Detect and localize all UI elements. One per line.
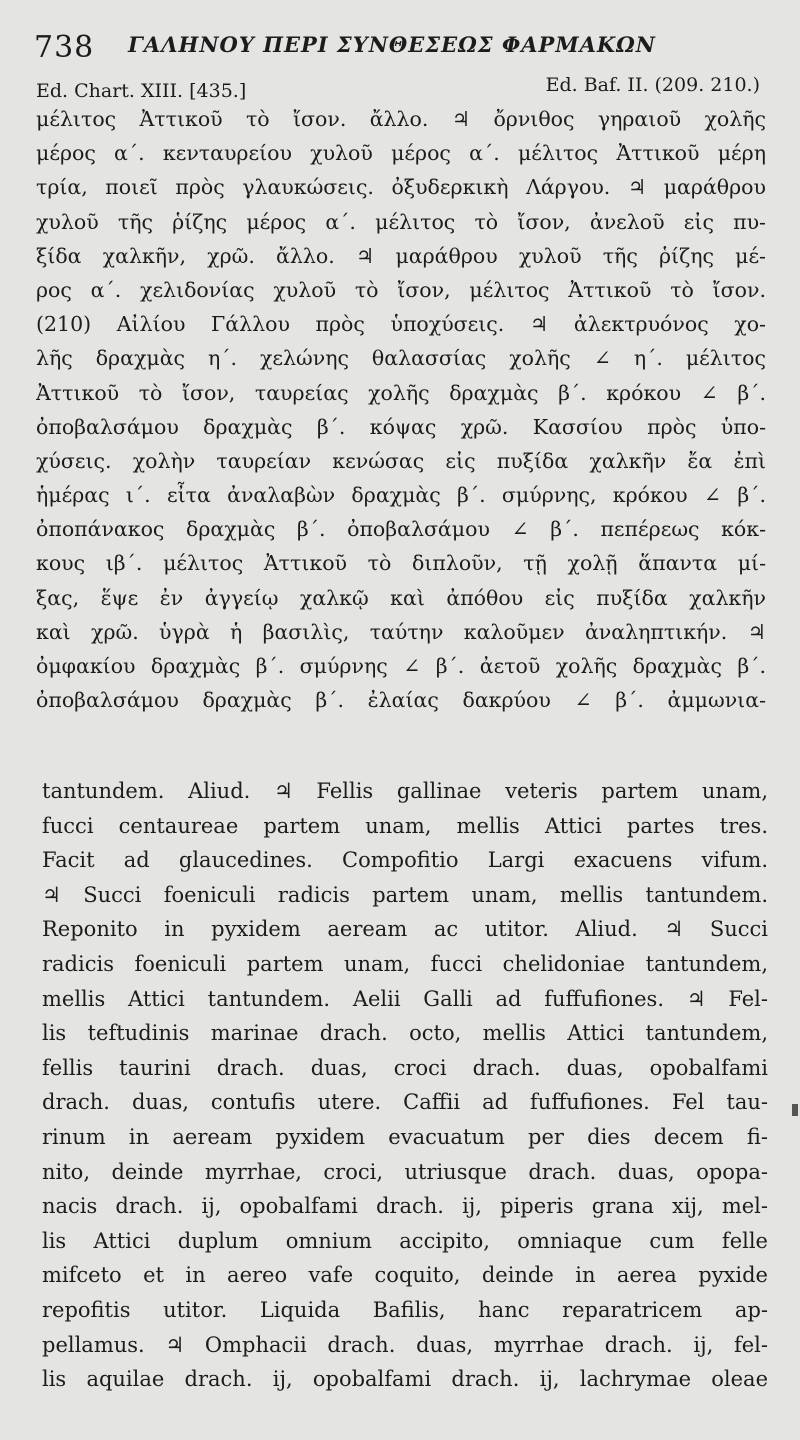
running-head: ΓΑΛΗΝΟΥ ΠΕΡΙ ΣΥΝΘΕΣΕΩΣ ΦΑΡΜΑΚΩΝ (128, 32, 656, 57)
latin-line: nacis drach. ij, opobalfami drach. ij, piperis grana xij, mel- (42, 1194, 768, 1219)
latin-line: ♃ Succi foeniculi radicis partem unam, mellis tantundem. (42, 882, 768, 907)
latin-line: repofitis utitor. Liquida Bafilis, hanc reparatricem ap- (42, 1297, 768, 1322)
greek-line: μέλιτος Ἀττικοῦ τὸ ἴσον. ἄλλο. ♃ ὄρνιθος γηραιοῦ χολῆς (36, 107, 766, 131)
latin-line: tantundem. Aliud. ♃ Fellis gallinae veteris partem unam, (42, 779, 768, 803)
margin-mark (792, 1104, 798, 1116)
greek-line: ξας, ἕψε ἐν ἀγγείῳ χαλκῷ καὶ ἀπόθου εἰς πυξίδα χαλκῆν (36, 585, 766, 610)
latin-line: lis teftudinis marinae drach. octo, mellis Attici tantundem, (42, 1021, 768, 1046)
greek-line: μέρος α΄. κενταυρείου χυλοῦ μέρος α΄. μέλιτος Ἀττικοῦ μέρη (36, 141, 766, 166)
latin-line: fucci centaureae partem unam, mellis Attici partes tres. (42, 813, 768, 838)
latin-line: lis Attici duplum omnium accipito, omniaque cum felle (42, 1228, 768, 1253)
latin-line: radicis foeniculi partem unam, fucci chelidoniae tantundem, (42, 951, 768, 976)
latin-text-block (42, 774, 768, 1397)
page-number: 738 (34, 30, 95, 65)
greek-line: ὀποβαλσάμου δραχμὰς β΄. ἐλαίας δακρύου ∠ β΄. ἀμμωνια- (36, 688, 766, 713)
greek-line: ὀποπάνακος δραχμὰς β΄. ὀποβαλσάμου ∠ β΄. πεπέρεως κόκ- (36, 517, 766, 542)
greek-text-block (36, 102, 766, 717)
greek-line: ὀμφακίου δραχμὰς β΄. σμύρνης ∠ β΄. ἀετοῦ χολῆς δραχμὰς β΄. (36, 654, 766, 678)
latin-line: mellis Attici tantundem. Aelii Galli ad fuffufiones. ♃ Fel- (42, 986, 768, 1011)
latin-line: fellis taurini drach. duas, croci drach. duas, opobalfami (42, 1055, 768, 1080)
greek-line: τρία, ποιεῖ πρὸς γλαυκώσεις. ὀξυδερκικὴ Λάργου. ♃ μαράθρου (36, 175, 766, 200)
latin-line: nito, deinde myrrhae, croci, utriusque drach. duas, opopa- (42, 1159, 768, 1184)
greek-line: Ἀττικοῦ τὸ ἴσον, ταυρείας χολῆς δραχμὰς β΄. κρόκου ∠ β΄. (36, 380, 766, 405)
edition-reference-left: Ed. Chart. XIII. [435.] (36, 80, 247, 102)
greek-line: ρος α΄. χελιδονίας χυλοῦ τὸ ἴσον, μέλιτος Ἀττικοῦ τὸ ἴσον. (36, 277, 766, 302)
latin-line: drach. duas, contufis utere. Caffii ad fuffufiones. Fel tau- (42, 1090, 768, 1115)
greek-line: κους ιβ΄. μέλιτος Ἀττικοῦ τὸ διπλοῦν, τῇ χολῇ ἅπαντα μί- (36, 551, 766, 576)
greek-line: ὀποβαλσάμου δραχμὰς β΄. κόψας χρῶ. Κασσίου πρὸς ὑπο- (36, 414, 766, 439)
greek-line: καὶ χρῶ. ὑγρὰ ἡ βασιλὶς, ταύτην καλοῦμεν ἀναληπτικήν. ♃ (36, 619, 766, 644)
latin-line: rinum in aeream pyxidem evacuatum per dies decem fi- (42, 1124, 768, 1149)
greek-line: χυλοῦ τῆς ῥίζης μέρος α΄. μέλιτος τὸ ἴσον, ἀνελοῦ εἰς πυ- (36, 209, 766, 234)
greek-line: ἡμέρας ι΄. εἶτα ἀναλαβὼν δραχμὰς β΄. σμύρνης, κρόκου ∠ β΄. (36, 483, 766, 508)
greek-line: (210) Αἰλίου Γάλλου πρὸς ὑποχύσεις. ♃ ἀλεκτρυόνος χο- (36, 312, 766, 337)
latin-line: Facit ad glaucedines. Compofitio Largi exacuens vifum. (42, 848, 768, 873)
latin-line: mifceto et in aereo vafe coquito, deinde in aerea pyxide (42, 1263, 768, 1288)
latin-line: pellamus. ♃ Omphacii drach. duas, myrrhae drach. ij, fel- (42, 1332, 768, 1357)
greek-line: χύσεις. χολὴν ταυρείαν κενώσας εἰς πυξίδα χαλκῆν ἔα ἐπὶ (36, 448, 766, 473)
latin-line: lis aquilae drach. ij, opobalfami drach. ij, lachrymae oleae (42, 1367, 768, 1392)
greek-line: ξίδα χαλκῆν, χρῶ. ἄλλο. ♃ μαράθρου χυλοῦ τῆς ῥίζης μέ- (36, 243, 766, 268)
edition-reference-right: Ed. Baf. II. (209. 210.) (545, 74, 760, 96)
greek-line: λῆς δραχμὰς η΄. χελώνης θαλασσίας χολῆς ∠ η΄. μέλιτος (36, 346, 766, 371)
latin-line: Reponito in pyxidem aeream ac utitor. Aliud. ♃ Succi (42, 917, 768, 942)
